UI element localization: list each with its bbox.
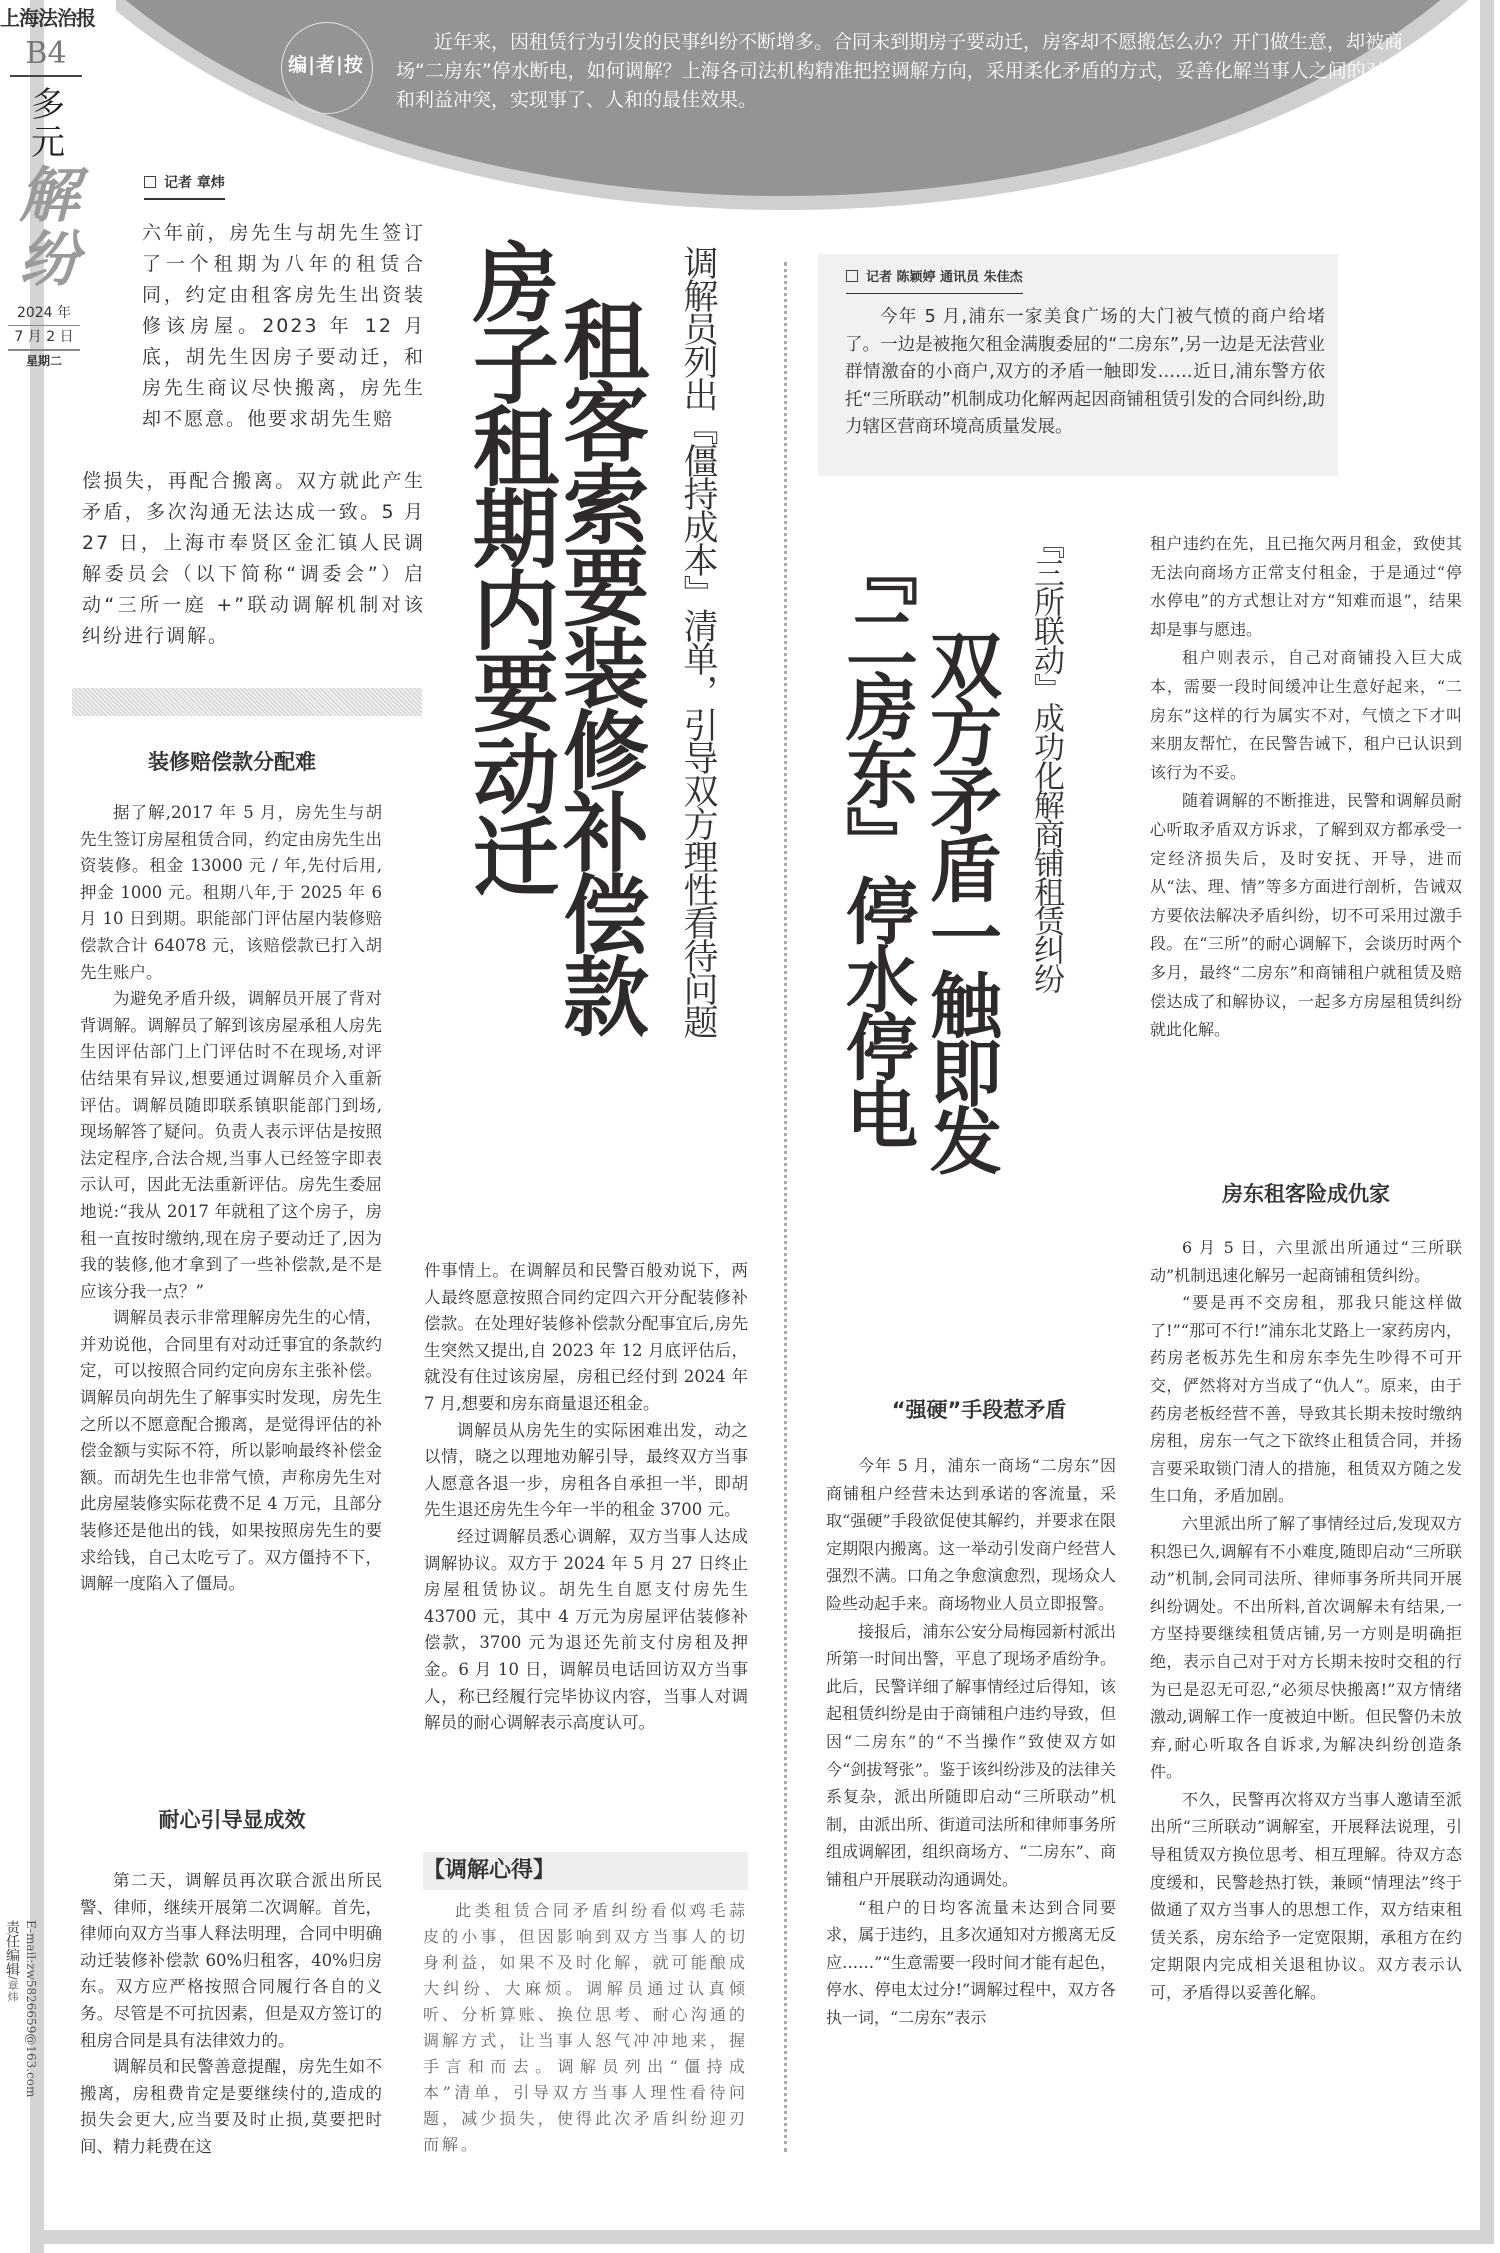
page-number: B4	[10, 36, 82, 77]
article2-section1-title: “强硬”手段惹矛盾	[891, 1398, 1067, 1422]
article2-section2-title: 房东租客险成仇家	[1222, 1182, 1390, 1206]
paragraph: 为避免矛盾升级，调解员开展了背对背调解。调解员了解到该房屋承租人房先生因评估部门上门评估时不在现场,对评估结果有异议,想要通过调解员介入重新评估。调解员随即联系镇职能部门到场,现场解答了疑问。负责人表示评估是按照法定程序,合法合规,当事人已经签字即表示认可，因此无法重新评估。房先生委屈地说:“我从 2017 年就租了这个房子，房租一直按时缴纳,现在房子要动迁了,因为我的装修,他才拿到了一些补偿款,是不是应该分我一点？”	[80, 989, 382, 1301]
paragraph: 6 月 5 日，六里派出所通过“三所联动”机制迅速化解另一起商铺租赁纠纷。	[1150, 1238, 1462, 1285]
paragraph: “要是再不交房租，那我只能这样做了!”“那可不行!”浦东北艾路上一家药房内，药房老板苏先生和房东李先生吵得不可开交，俨然将对方当成了“仇人”。原来，由于药房老板经营不善，导致其长期未按时缴纳房租，房东一气之下欲终止租赁合同，并扬言要采取锁门清人的措施，租赁双方随之发生口角，矛盾加剧。	[1150, 1293, 1462, 1506]
paragraph: 不久，民警再次将双方当事人邀请至派出所“三所联动”调解室，开展释法说理，引导租赁双方换位思考、相互理解。待双方态度缓和，民警趁热打铁，兼顾“情理法”终于做通了双方当事人的思想工作，双方结束租赁关系，房东给予一定宽限期，承租方在约定期限内完成相关退租协议。双方表示认可，矛盾得以妥善化解。	[1150, 1789, 1462, 2003]
paragraph: 接报后，浦东公安分局梅园新村派出所第一时间出警，平息了现场矛盾纷争。此后，民警详细了解事情经过后得知，该起租赁纠纷是由于商铺租户违约导致，但因“二房东”的“不当操作”致使双方如今“剑拔弩张”。鉴于该纠纷涉及的法律关系复杂，派出所随即启动“三所联动”机制，由派出所、街道司法所和律师事务所组成调解团，组织商场方、“二房东”、商铺租户开展联动沟通调处。	[826, 1621, 1116, 1889]
section-title-bottom: 解纷	[19, 161, 79, 295]
paragraph: 调解员和民警善意提醒，房先生如不搬离，房租费肯定是要继续付的,造成的损失会更大,应当要及时止损,莫要把时间、精力耗费在这	[80, 2057, 382, 2156]
editor-name: /章炜	[6, 1976, 19, 2002]
article1-section1-body	[80, 800, 382, 1598]
article1-lead-part2: 偿损失，再配合搬离。双方就此产生矛盾，多次沟通无法达成一致。5 月 27 日，上海市奉贤区金汇镇人民调解委员会（以下简称“调委会”）启动“三所一庭 +”联动调解机制对该纠纷进行调解。	[82, 470, 425, 647]
hatched-divider	[72, 688, 422, 716]
editor-note-text: 近年来，因租赁行为引发的民事纠纷不断增多。合同未到期房子要动迁，房客却不愿搬怎么办？开门做生意，却被商场“二房东”停水断电，如何调解？上海各司法机构精准把控调解方向，采用柔化矛盾的方式，妥善化解当事人之间的对立情绪和利益冲突，实现事了、人和的最佳效果。	[396, 31, 1442, 111]
article2-lead	[845, 304, 1325, 442]
mediation-tip-body	[423, 1898, 748, 2158]
article2-headline-line2: 双方矛盾一触即发	[918, 628, 1003, 1172]
paragraph: 租户则表示，自己对商铺投入巨大成本，需要一段时间缓冲让生意好起来，“二房东”这样的行为属实不对，气愤之下才叫来朋友帮忙，在民警告诫下，租户已认识到该行为不妥。	[1150, 648, 1462, 782]
responsible-editor	[4, 1920, 20, 2002]
page-frame-bottom	[30, 2230, 1490, 2244]
paragraph: 经过调解员悉心调解，双方当事人达成调解协议。双方于 2024 年 5 月 27 日终止房屋租赁协议。胡先生自愿支付房先生 43700 元，其中 4 万元为房屋评估装修补偿款，3700 元为退还先前支付房租及押金。6 月 10 日，调解员电话回访双方当事人，称已经履行完毕协议内容，当事人对调解员的耐心调解表示高度认可。	[424, 1526, 748, 1733]
article1-subheadline: 调解员列出『僵持成本』清单，引导双方理性看待问题	[678, 245, 718, 1037]
paragraph: 调解员从房先生的实际困难出发，动之以情，晓之以理地劝解引导，最终双方当事人愿意各退一步，房租各自承担一半，即胡先生退还房先生今年一半的租金 3700 元。	[424, 1420, 748, 1520]
paragraph: 调解员表示非常理解房先生的心情，并劝说他，合同里有对动迁事宜的条款约定，可以按照合同约定向房东主张补偿。调解员向胡先生了解事实时发现，房先生之所以不愿意配合搬离，是觉得评估的补偿金额与实际不符，所以影响最终补偿金额。而胡先生也非常气愤，声称房先生对此房屋装修实际花费不足 4 万元，且部分装修还是他出的钱，如果按照房先生的要求给钱，自己太吃亏了。双方僵持不下，调解一度陷入了僵局。	[80, 1308, 382, 1594]
article1-byline-text: 记者 章炜	[164, 175, 225, 191]
mediation-tip-title: 【调解心得】	[423, 1852, 748, 1890]
editor-email: E-mail:zw5826659@163.com	[24, 1920, 38, 2098]
byline-box-icon	[144, 176, 156, 188]
byline-box-icon	[846, 270, 858, 282]
paragraph: 今年 5 月,浦东一家美食广场的大门被气愤的商户给堵了。一边是被拖欠租金满腹委屈的“二房东”,另一边是无法营业群情激奋的小商户,双方的矛盾一触即发……近日,浦东警方依托“三所联动”机制成功化解两起因商铺租赁引发的合同纠纷,助力辖区营商环境高质量发展。	[845, 307, 1325, 437]
article2-headline-line1: 『二房东』停水停电	[834, 534, 919, 1146]
paragraph: 随着调解的不断推进，民警和调解员耐心听取矛盾双方诉求，了解到双方都承受一定经济损失后，及时安抚、开导，进而从“法、理、情”等多方面进行剖析，告诫双方要依法解决矛盾纠纷，切不可采用过激手段。在“三所”的耐心调解下，会谈历时两个多月，最终“二房东”和商铺租户就租赁及赔偿达成了和解协议，一起多方房屋租赁纠纷就此化解。	[1150, 791, 1462, 1040]
article1-section2-title: 耐心引导显成效	[158, 1808, 306, 1832]
date-year: 2024 年	[8, 302, 80, 326]
paragraph: 第二天，调解员再次联合派出所民警、律师，继续开展第二次调解。首先，律师向双方当事人释法明理，合同中明确动迁装修补偿款 60%归租客，40%归房东。双方应严格按照合同履行各自的义务。尽管是不可抗因素，但是双方签订的租房合同是具有法律效力的。	[80, 1871, 382, 2050]
paragraph: 六里派出所了解了事情经过后,发现双方积怨已久,调解有不小难度,随即启动“三所联动”机制,会同司法所、律师事务所共同开展纠纷调处。不出所料,首次调解未有结果,一方坚持要继续租赁店铺,另一方则是明确拒绝，表示自己对于对方长期未按时交租的行为已是忍无可忍,“必须尽快搬离!”双方情绪激动,调解工作一度被迫中断。但民警仍未放弃,耐心听取各自诉求,为解决纠纷创造条件。	[1150, 1513, 1462, 1782]
article1-lead-part1: 六年前，房先生与胡先生签订了一个租期为八年的租赁合同，约定由租客房先生出资装修该房屋。2023 年 12 月底，胡先生因房子要动迁，和房先生商议尽快搬离，房先生却不愿意。他要求胡先生赔	[142, 222, 425, 430]
section-title-top: 多元	[31, 85, 65, 163]
article1-headline-line1: 房子租期内要动迁	[458, 238, 559, 894]
article2-column2-body	[1150, 530, 1462, 1045]
editor-note-label: 编|者|按	[288, 54, 364, 76]
editor-note-banner	[116, 0, 1480, 210]
editor-label: 责任编辑	[4, 1920, 20, 1976]
article2-subheadline: 『三所联动』成功化解商铺租赁纠纷	[1028, 528, 1064, 992]
paragraph: 此类租赁合同矛盾纠纷看似鸡毛蒜皮的小事，但因影响到双方当事人的切身利益，如果不及时化解，就可能酿成大纠纷、大麻烦。调解员通过认真倾听、分析算账、换位思考、耐心沟通的调解方式，让当事人怒气冲冲地来，握手言和而去。调解员列出“僵持成本”清单，引导双方当事人理性看待问题，减少损失，使得此次矛盾纠纷迎刃而解。	[423, 1901, 748, 2154]
paragraph: 租户违约在先，且已拖欠两月租金，致使其无法向商场方正常支付租金，于是通过“停水停电”的方式想让对方“知难而退”，结果却是事与愿违。	[1150, 534, 1462, 639]
date-day: 7 月 2 日	[8, 326, 80, 351]
article2-byline-text: 记者 陈颖婷 通讯员 朱佳杰	[866, 270, 1023, 285]
paragraph: “租户的日均客流量未达到合同要求，属于违约，且多次通知对方搬离无反应……”“生意需要一段时间才能有起色，停水、停电太过分!”调解过程中，双方各执一词，“二房东”表示	[826, 1897, 1116, 2027]
dotted-column-divider	[784, 262, 787, 2152]
paragraph: 据了解,2017 年 5 月，房先生与胡先生签订房屋租赁合同，约定由房先生出资装修。租金 13000 元 / 年,先付后用,押金 1000 元。租期八年,于 2025 年 6 月 10 日到期。职能部门评估屋内装修赔偿款合计 64078 元，该赔偿款已打入胡先生账户。	[80, 803, 382, 982]
article1-section2-body	[80, 1868, 382, 2161]
article1-column2-body	[424, 1258, 748, 1737]
article2-byline	[846, 266, 1023, 294]
weekday: 星期二	[25, 354, 62, 368]
article2-section1-body	[826, 1452, 1116, 2031]
article1-headline-line2: 租客索要装修补偿款	[548, 296, 649, 1034]
article1-byline	[144, 172, 225, 200]
article2-section2-body	[1150, 1234, 1462, 2007]
paper-name: 上海法治报	[0, 6, 95, 30]
article1-section1-title: 装修赔偿款分配难	[148, 750, 316, 774]
page-frame-right	[1480, 0, 1494, 2244]
paragraph: 件事情上。在调解员和民警百般劝说下，两人最终愿意按照合同约定四六开分配装修补偿款。在处理好装修补偿款分配事宜后,房先生突然又提出,自 2023 年 12 月底评估后，就没有住过该房屋，房租已经付到 2024 年 7 月,想要和房东商量退还租金。	[424, 1261, 748, 1413]
paragraph: 今年 5 月，浦东一商场“二房东”因商铺租户经营未达到承诺的客流量，采取“强硬”手段欲促使其解约，并要求在限定期限内搬离。这一举动引发商户经营人强烈不满。口角之争愈演愈烈，现场众人险些动起手来。商场物业人员立即报警。	[826, 1456, 1116, 1613]
